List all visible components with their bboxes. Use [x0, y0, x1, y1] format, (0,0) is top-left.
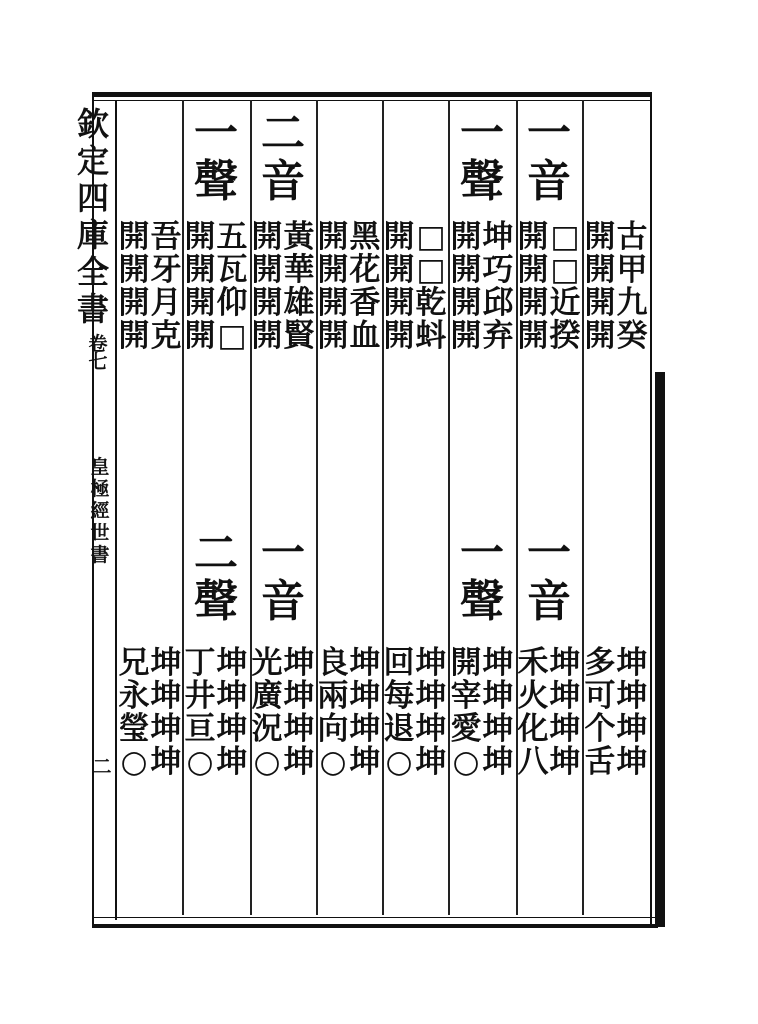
- margin-title-char: 定: [76, 142, 109, 180]
- upper-entry-char-b: 開: [184, 285, 216, 321]
- lower-entry-char-b: 宰: [450, 678, 482, 714]
- lower-entry-char-b: 可: [584, 678, 616, 714]
- large-heading-char: 一: [527, 528, 571, 579]
- large-heading-char: 一: [261, 528, 305, 579]
- lower-entry-char-a: 坤: [616, 711, 648, 747]
- upper-entry-char-a: 乾: [415, 285, 447, 321]
- upper-entry-char-b: 開: [517, 219, 549, 255]
- large-heading-char: 音: [527, 156, 571, 207]
- large-heading-char: 一: [527, 108, 571, 159]
- lower-entry-char-a: 坤: [150, 678, 182, 714]
- upper-entry-char-a: 蚪: [415, 318, 447, 354]
- lower-entry-char-a: 坤: [616, 678, 648, 714]
- lower-entry-char-b: 退: [383, 711, 415, 747]
- lower-entry-char-a: 坤: [415, 711, 447, 747]
- lower-entry-char-a: 坤: [549, 744, 581, 780]
- upper-entry-char-b: 開: [317, 219, 349, 255]
- upper-entry-char-a: □: [217, 318, 247, 354]
- upper-entry-char-b: 開: [118, 252, 150, 288]
- lower-entry-char-b: 火: [517, 678, 549, 714]
- lower-entry-char-b: 舌: [584, 744, 616, 780]
- lower-entry-char-b: 兩: [317, 678, 349, 714]
- lower-entry-char-b: 廣: [251, 678, 283, 714]
- lower-entry-char-b: 化: [517, 711, 549, 747]
- upper-entry-char-b: 開: [517, 318, 549, 354]
- lower-entry-char-a: 坤: [482, 711, 514, 747]
- upper-entry-char-a: □: [416, 219, 446, 255]
- upper-entry-char-b: 開: [317, 285, 349, 321]
- upper-entry-char-b: 開: [383, 252, 415, 288]
- lower-entry-char-a: 坤: [349, 645, 381, 681]
- upper-entry-char-b: 開: [251, 219, 283, 255]
- large-heading-char: 聲: [460, 156, 504, 207]
- lower-entry-char-b: 兄: [118, 645, 150, 681]
- lower-entry-char-a: 坤: [549, 645, 581, 681]
- lower-entry-char-b: 丁: [184, 645, 216, 681]
- lower-entry-char-b: 井: [184, 678, 216, 714]
- margin-title-char: 欽: [76, 105, 109, 143]
- large-heading-char: 聲: [460, 576, 504, 627]
- upper-entry-char-b: 開: [450, 285, 482, 321]
- upper-entry-char-b: 開: [184, 318, 216, 354]
- upper-entry-char-b: 開: [383, 219, 415, 255]
- lower-entry-char-a: 坤: [216, 711, 248, 747]
- large-heading-char: 聲: [194, 576, 238, 627]
- upper-entry-char-a: 邱: [482, 285, 514, 321]
- top-frame-rule-thin: [92, 100, 652, 101]
- lower-entry-char-b: 瑩: [118, 711, 150, 747]
- upper-entry-char-b: 開: [251, 285, 283, 321]
- upper-entry-char-a: □: [550, 219, 580, 255]
- lower-entry-char-a: 坤: [616, 645, 648, 681]
- lower-entry-char-b: 个: [584, 711, 616, 747]
- lower-entry-char-b: 光: [251, 645, 283, 681]
- lower-entry-char-a: 坤: [349, 711, 381, 747]
- upper-entry-char-b: 開: [584, 219, 616, 255]
- margin-title-char: 書: [76, 290, 109, 328]
- upper-entry-char-b: 開: [383, 318, 415, 354]
- bottom-frame-rule-thin: [92, 917, 658, 918]
- lower-entry-char-b: 良: [317, 645, 349, 681]
- lower-entry-char-a: 坤: [616, 744, 648, 780]
- margin-book-char: 書: [90, 544, 110, 566]
- upper-entry-char-a: □: [416, 252, 446, 288]
- lower-entry-char-b: 開: [450, 645, 482, 681]
- lower-entry-char-a: 坤: [216, 744, 248, 780]
- upper-entry-char-a: □: [550, 252, 580, 288]
- margin-book-char: 極: [90, 478, 110, 500]
- upper-entry-char-b: 開: [450, 252, 482, 288]
- large-heading-char: 一: [194, 108, 238, 159]
- margin-book-char: 世: [90, 522, 110, 544]
- upper-entry-char-b: 開: [584, 318, 616, 354]
- lower-entry-char-b: ○: [452, 744, 480, 780]
- lower-entry-char-a: 坤: [415, 645, 447, 681]
- lower-entry-char-a: 坤: [549, 678, 581, 714]
- lower-entry-char-b: 愛: [450, 711, 482, 747]
- lower-entry-char-a: 坤: [216, 678, 248, 714]
- upper-entry-char-b: 開: [517, 252, 549, 288]
- lower-entry-char-a: 坤: [150, 711, 182, 747]
- large-heading-char: 音: [261, 156, 305, 207]
- lower-entry-char-a: 坤: [283, 744, 315, 780]
- lower-entry-char-b: ○: [385, 744, 413, 780]
- upper-entry-char-b: 開: [450, 219, 482, 255]
- spine-shadow: [655, 372, 665, 927]
- large-heading-char: 音: [527, 576, 571, 627]
- upper-entry-char-b: 開: [584, 285, 616, 321]
- lower-entry-char-a: 坤: [283, 678, 315, 714]
- large-heading-char: 音: [261, 576, 305, 627]
- lower-entry-char-b: 每: [383, 678, 415, 714]
- upper-entry-char-a: 揆: [549, 318, 581, 354]
- upper-entry-char-b: 開: [184, 219, 216, 255]
- lower-entry-char-a: 坤: [216, 645, 248, 681]
- large-heading-char: 一: [460, 528, 504, 579]
- upper-entry-char-b: 開: [517, 285, 549, 321]
- lower-entry-char-a: 坤: [349, 744, 381, 780]
- margin-volume-char: 卷: [88, 333, 108, 355]
- lower-entry-char-b: ○: [319, 744, 347, 780]
- margin-volume-char: 七: [88, 351, 108, 373]
- lower-entry-char-b: 況: [251, 711, 283, 747]
- bottom-frame-rule: [92, 924, 658, 928]
- upper-entry-char-a: 九: [616, 285, 648, 321]
- lower-entry-char-b: 向: [317, 711, 349, 747]
- large-heading-char: 二: [194, 528, 238, 579]
- large-heading-char: 聲: [194, 156, 238, 207]
- lower-entry-char-a: 坤: [482, 645, 514, 681]
- upper-entry-char-a: 癸: [616, 318, 648, 354]
- upper-entry-char-a: 近: [549, 285, 581, 321]
- upper-entry-char-b: 開: [118, 318, 150, 354]
- upper-entry-char-a: 古: [616, 219, 648, 255]
- lower-entry-char-a: 坤: [150, 744, 182, 780]
- lower-entry-char-b: ○: [186, 744, 214, 780]
- upper-entry-char-b: 開: [118, 219, 150, 255]
- margin-title-char: 四: [76, 179, 109, 217]
- lower-entry-char-b: 八: [517, 744, 549, 780]
- upper-entry-char-b: 開: [317, 252, 349, 288]
- margin-book-char: 經: [90, 500, 110, 522]
- lower-entry-char-a: 坤: [283, 711, 315, 747]
- upper-entry-char-b: 開: [184, 252, 216, 288]
- upper-entry-char-b: 開: [251, 252, 283, 288]
- upper-entry-char-b: 開: [450, 318, 482, 354]
- lower-entry-char-a: 坤: [415, 744, 447, 780]
- upper-entry-char-a: 仰: [216, 285, 248, 321]
- upper-entry-char-b: 開: [584, 252, 616, 288]
- lower-entry-char-a: 坤: [415, 678, 447, 714]
- upper-entry-char-a: 五: [216, 219, 248, 255]
- upper-entry-char-a: 雄: [283, 285, 315, 321]
- margin-book-char: 皇: [90, 456, 110, 478]
- large-heading-char: 一: [460, 108, 504, 159]
- upper-entry-char-a: 坤: [482, 219, 514, 255]
- upper-entry-char-a: 血: [349, 318, 381, 354]
- lower-entry-char-a: 坤: [482, 678, 514, 714]
- upper-entry-char-a: 克: [150, 318, 182, 354]
- upper-entry-char-a: 華: [283, 252, 315, 288]
- margin-page-char: 二: [92, 756, 112, 778]
- margin-title-char: 全: [76, 253, 109, 291]
- upper-entry-char-a: 牙: [150, 252, 182, 288]
- top-frame-rule: [92, 92, 652, 97]
- upper-entry-char-a: 吾: [150, 219, 182, 255]
- upper-entry-char-a: 巧: [482, 252, 514, 288]
- upper-entry-char-a: 甲: [616, 252, 648, 288]
- upper-entry-char-a: 弃: [482, 318, 514, 354]
- upper-entry-char-b: 開: [317, 318, 349, 354]
- right-frame-rule: [650, 92, 652, 927]
- lower-entry-char-b: 亘: [184, 711, 216, 747]
- upper-entry-char-a: 香: [349, 285, 381, 321]
- lower-entry-char-b: ○: [120, 744, 148, 780]
- upper-entry-char-a: 月: [150, 285, 182, 321]
- margin-title-char: 庫: [76, 216, 109, 254]
- lower-entry-char-b: 多: [584, 645, 616, 681]
- upper-entry-char-a: 黑: [349, 219, 381, 255]
- upper-entry-char-b: 開: [118, 285, 150, 321]
- lower-entry-char-b: 禾: [517, 645, 549, 681]
- upper-entry-char-a: 賢: [283, 318, 315, 354]
- lower-entry-char-b: 永: [118, 678, 150, 714]
- lower-entry-char-a: 坤: [283, 645, 315, 681]
- lower-entry-char-b: ○: [253, 744, 281, 780]
- upper-entry-char-b: 開: [383, 285, 415, 321]
- lower-entry-char-a: 坤: [549, 711, 581, 747]
- lower-entry-char-b: 回: [383, 645, 415, 681]
- large-heading-char: 二: [261, 108, 305, 159]
- lower-entry-char-a: 坤: [482, 744, 514, 780]
- lower-entry-char-a: 坤: [349, 678, 381, 714]
- upper-entry-char-a: 花: [349, 252, 381, 288]
- upper-entry-char-a: 瓦: [216, 252, 248, 288]
- upper-entry-char-b: 開: [251, 318, 283, 354]
- lower-entry-char-a: 坤: [150, 645, 182, 681]
- upper-entry-char-a: 黃: [283, 219, 315, 255]
